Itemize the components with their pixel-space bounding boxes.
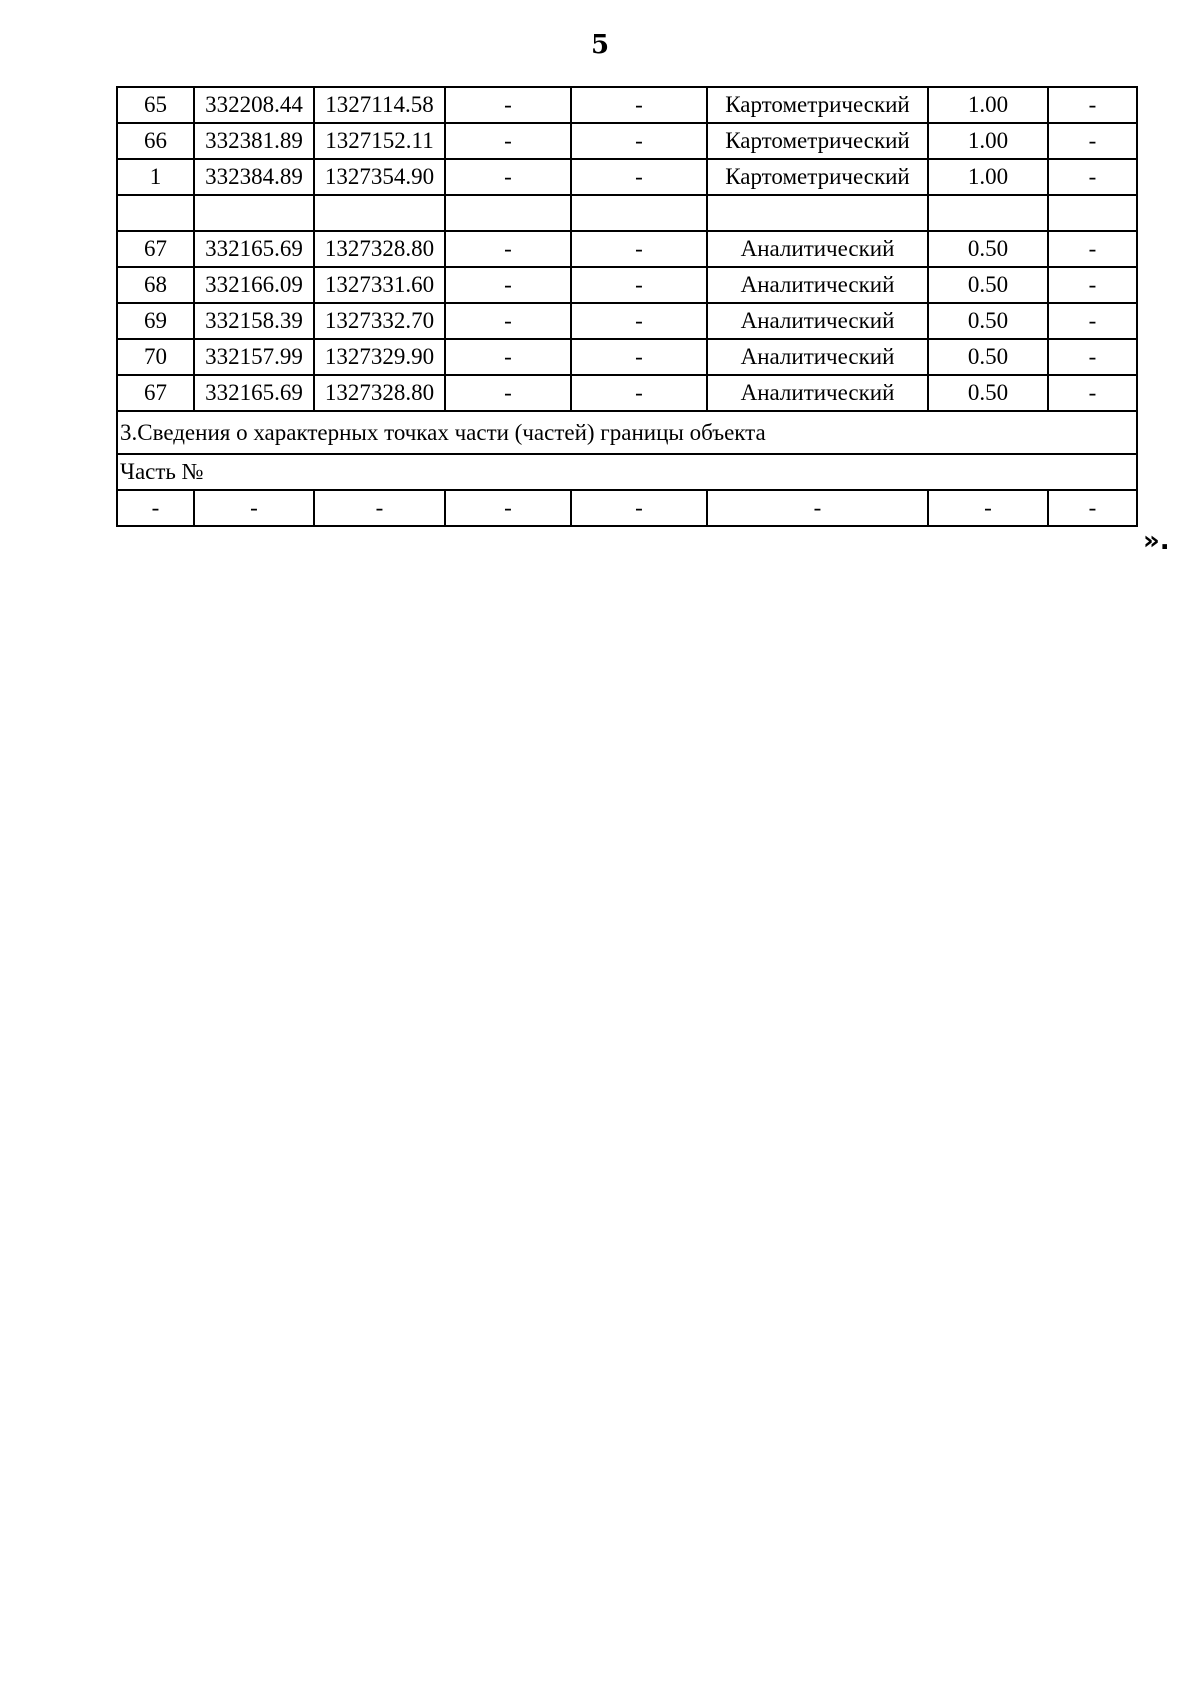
x-coordinate-cell: 332165.69	[194, 375, 314, 411]
table-cell: -	[1048, 267, 1137, 303]
x-coordinate-cell: 332166.09	[194, 267, 314, 303]
point-number-cell: 66	[117, 123, 194, 159]
table-row	[117, 267, 1137, 303]
table-cell: -	[928, 490, 1048, 526]
table-cell: -	[445, 267, 571, 303]
table-cell	[571, 195, 707, 231]
table-cell: -	[707, 490, 928, 526]
section-title-row	[117, 411, 1137, 454]
closing-quote: ».	[1143, 526, 1170, 556]
table-cell: -	[571, 375, 707, 411]
y-coordinate-cell: 1327152.11	[314, 123, 445, 159]
table-row	[117, 87, 1137, 123]
page-number: 5	[590, 30, 610, 60]
y-coordinate-cell: 1327354.90	[314, 159, 445, 195]
table-cell: -	[117, 490, 194, 526]
table-cell: -	[1048, 231, 1137, 267]
table-row-empty	[117, 195, 1137, 231]
accuracy-cell: 1.00	[928, 87, 1048, 123]
point-number-cell: 70	[117, 339, 194, 375]
accuracy-cell: 0.50	[928, 339, 1048, 375]
y-coordinate-cell	[314, 195, 445, 231]
x-coordinate-cell: 332165.69	[194, 231, 314, 267]
x-coordinate-cell: 332381.89	[194, 123, 314, 159]
table-cell: -	[571, 490, 707, 526]
point-number-cell: 68	[117, 267, 194, 303]
table-cell: -	[571, 267, 707, 303]
method-cell: Аналитический	[707, 339, 928, 375]
table-cell: -	[1048, 375, 1137, 411]
part-label-row	[117, 454, 1137, 490]
table-cell: -	[571, 303, 707, 339]
table-cell: -	[1048, 123, 1137, 159]
accuracy-cell: 1.00	[928, 159, 1048, 195]
x-coordinate-cell	[194, 195, 314, 231]
section-title: 3.Сведения о характерных точках части (частей) границы объекта	[117, 411, 1137, 454]
y-coordinate-cell: 1327328.80	[314, 375, 445, 411]
table-cell: -	[1048, 303, 1137, 339]
table-cell: -	[445, 490, 571, 526]
method-cell: Аналитический	[707, 375, 928, 411]
method-cell: Картометрический	[707, 159, 928, 195]
table-cell: -	[571, 123, 707, 159]
table-cell: -	[571, 159, 707, 195]
point-number-cell: 67	[117, 231, 194, 267]
accuracy-cell: 0.50	[928, 267, 1048, 303]
method-cell: Аналитический	[707, 267, 928, 303]
table-cell: -	[1048, 87, 1137, 123]
y-coordinate-cell: 1327332.70	[314, 303, 445, 339]
accuracy-cell: 1.00	[928, 123, 1048, 159]
boundary-points-table	[116, 86, 1138, 527]
table-cell	[1048, 195, 1137, 231]
accuracy-cell: 0.50	[928, 231, 1048, 267]
table-cell: -	[314, 490, 445, 526]
table-body	[117, 87, 1137, 526]
x-coordinate-cell: 332384.89	[194, 159, 314, 195]
x-coordinate-cell: 332157.99	[194, 339, 314, 375]
x-coordinate-cell: 332208.44	[194, 87, 314, 123]
method-cell	[707, 195, 928, 231]
table-row	[117, 303, 1137, 339]
y-coordinate-cell: 1327328.80	[314, 231, 445, 267]
table-row	[117, 339, 1137, 375]
part-label: Часть №	[117, 454, 1137, 490]
accuracy-cell	[928, 195, 1048, 231]
table-cell: -	[445, 375, 571, 411]
table-cell: -	[445, 159, 571, 195]
method-cell: Картометрический	[707, 123, 928, 159]
table-row	[117, 490, 1137, 526]
table-row	[117, 159, 1137, 195]
table-cell: -	[1048, 159, 1137, 195]
table-cell	[445, 195, 571, 231]
point-number-cell: 69	[117, 303, 194, 339]
method-cell: Картометрический	[707, 87, 928, 123]
table-row	[117, 231, 1137, 267]
accuracy-cell: 0.50	[928, 375, 1048, 411]
table-cell: -	[445, 339, 571, 375]
table-cell: -	[571, 339, 707, 375]
y-coordinate-cell: 1327331.60	[314, 267, 445, 303]
y-coordinate-cell: 1327114.58	[314, 87, 445, 123]
method-cell: Аналитический	[707, 231, 928, 267]
table-cell: -	[1048, 339, 1137, 375]
point-number-cell: 67	[117, 375, 194, 411]
table-cell: -	[194, 490, 314, 526]
table-cell: -	[445, 231, 571, 267]
table-cell: -	[445, 87, 571, 123]
point-number-cell: 1	[117, 159, 194, 195]
y-coordinate-cell: 1327329.90	[314, 339, 445, 375]
table-cell: -	[571, 87, 707, 123]
table-cell: -	[445, 303, 571, 339]
table-row	[117, 375, 1137, 411]
point-number-cell	[117, 195, 194, 231]
table-row	[117, 123, 1137, 159]
method-cell: Аналитический	[707, 303, 928, 339]
x-coordinate-cell: 332158.39	[194, 303, 314, 339]
point-number-cell: 65	[117, 87, 194, 123]
table-cell: -	[445, 123, 571, 159]
accuracy-cell: 0.50	[928, 303, 1048, 339]
table-cell: -	[1048, 490, 1137, 526]
table-cell: -	[571, 231, 707, 267]
